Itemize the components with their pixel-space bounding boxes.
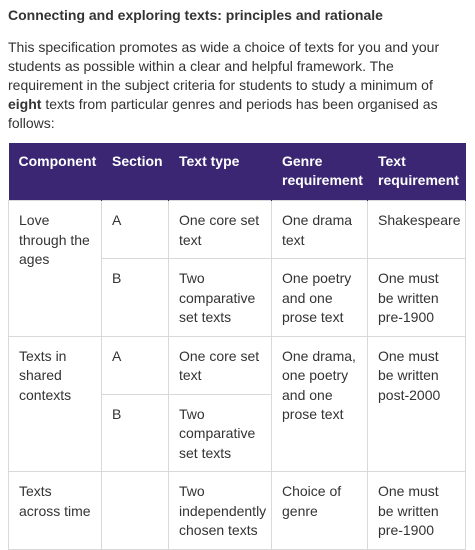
header-text-type: Text type	[169, 143, 272, 201]
cell-text-type: One core set text	[169, 201, 272, 259]
cell-section: B	[102, 394, 169, 472]
header-section: Section	[102, 143, 169, 201]
cell-text-type: Two independently chosen texts	[169, 472, 272, 550]
texts-table	[8, 143, 466, 550]
cell-text-type: Two comparative set texts	[169, 394, 272, 472]
cell-component: Texts across time	[9, 472, 102, 550]
header-genre-requirement: Genre requirement	[272, 143, 368, 201]
intro-paragraph	[8, 38, 467, 133]
cell-section: B	[102, 259, 169, 337]
cell-requirement: One must be written pre-1900	[368, 259, 466, 337]
cell-section: A	[102, 336, 169, 394]
header-text-requirement: Text requirement	[368, 143, 466, 201]
section-heading: Connecting and exploring texts: principles and rationale	[8, 7, 383, 23]
cell-text-type: One core set text	[169, 336, 272, 394]
cell-component: Texts in shared contexts	[9, 336, 102, 472]
table-row	[9, 336, 466, 394]
cell-requirement: One must be written pre-1900	[368, 472, 466, 550]
cell-genre: One drama text	[272, 201, 368, 259]
header-component: Component	[9, 143, 102, 201]
cell-requirement: Shakespeare	[368, 201, 466, 259]
intro-text-after: texts from particular genres and periods has been organised as follows:	[8, 96, 438, 131]
cell-section: A	[102, 201, 169, 259]
intro-text-bold: eight	[8, 96, 42, 112]
cell-section	[102, 472, 169, 550]
cell-genre: One poetry and one prose text	[272, 259, 368, 337]
intro-text-before: This specification promotes as wide a choice of texts for you and your students as possible within a clear and helpful framework. The requirement in the subject criteria for students to study a minimum of	[8, 39, 440, 93]
cell-requirement: One must be written post-2000	[368, 336, 466, 472]
cell-component: Love through the ages	[9, 201, 102, 337]
table-row	[9, 201, 466, 259]
cell-genre: Choice of genre	[272, 472, 368, 550]
table-header-row	[9, 143, 466, 201]
cell-genre: One drama, one poetry and one prose text	[272, 336, 368, 472]
cell-text-type: Two comparative set texts	[169, 259, 272, 337]
table-row	[9, 472, 466, 550]
